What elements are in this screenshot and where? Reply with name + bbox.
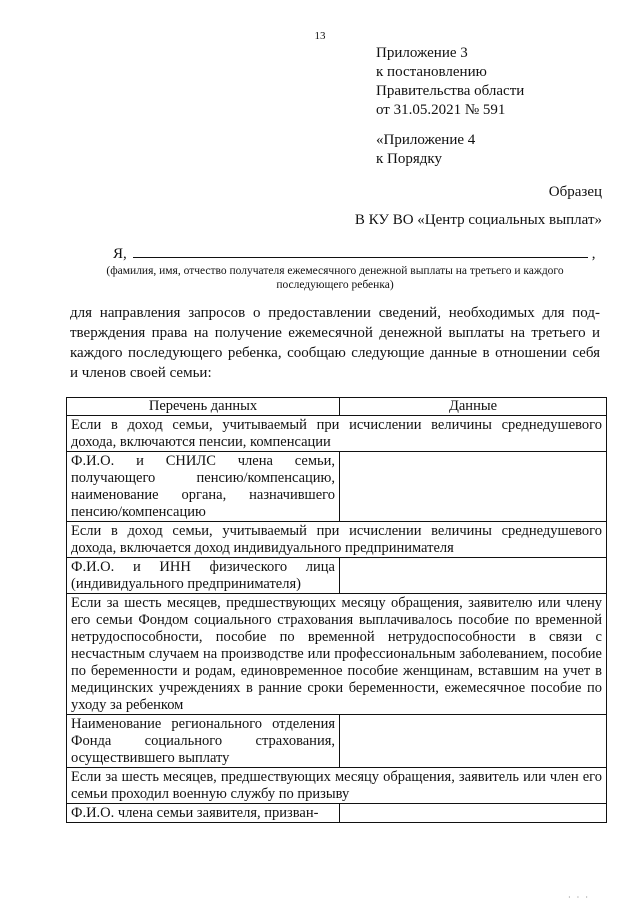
section-row-text: Если за шесть месяцев, предшествующих месяцу обращения, заявителю или члену его семьи Фондом социального страхования выплачивалось пособие по временной нетрудоспособности, пособие по временной нетрудоспособности в связи с несчастным случаем на производстве или профессиональным заболеванием, пособие по беременности и родам, единовременное пособие женщинам, вставшим на учет в медицинских учреждениях в ранние сроки беременности, ежемесячное пособие по уходу за ребенком: [67, 594, 607, 715]
header-data-list: Перечень данных: [67, 398, 340, 416]
appendix-inner-line: к Порядку: [376, 151, 442, 167]
caption-line: последующего ребенка): [276, 279, 394, 291]
ya-tail: ,: [591, 246, 596, 262]
table-header-row: [67, 398, 607, 416]
intro-line: для направления запросов о предоставлении сведений, необходимых для под-: [70, 305, 600, 321]
row-label: Наименование регионального отделения Фонда социального страхования, осуществившего выплату: [67, 715, 340, 768]
section-row-text: Если в доход семьи, учитываемый при исчислении величины среднедушевого дохода, включаются пенсии, компенсации: [67, 416, 607, 452]
applicant-name-row: [113, 243, 596, 263]
table-row: [67, 715, 607, 768]
appendix-inner-block: [376, 131, 475, 169]
table-row: [67, 804, 607, 823]
appendix-line: от 31.05.2021 № 591: [376, 102, 506, 118]
table-row: [67, 558, 607, 594]
intro-line: каждого последующего ребенка, сообщаю следующие данные в отношении себя: [70, 345, 600, 361]
page-number: 13: [314, 30, 326, 42]
intro-line: и членов своей семьи:: [70, 365, 212, 381]
row-label: Ф.И.О. члена семьи заявителя, призван-: [67, 804, 340, 823]
table-row: [67, 452, 607, 522]
field-caption: [70, 264, 600, 292]
section-row-text: Если за шесть месяцев, предшествующих месяцу обращения, заявитель или член его семьи проходил военную службу по призыву: [67, 768, 607, 804]
corner-mark: · · ·: [568, 893, 590, 902]
appendix-line: к постановлению: [376, 64, 487, 80]
row-data-cell[interactable]: [340, 804, 607, 823]
table-row: [67, 594, 607, 715]
table-row: [67, 768, 607, 804]
ya-label: Я,: [113, 246, 127, 262]
table-row: [67, 522, 607, 558]
intro-line: тверждения права на получение ежемесячной денежной выплаты на третьего и: [70, 325, 600, 341]
applicant-name-field[interactable]: [133, 243, 588, 258]
intro-paragraph: [70, 303, 600, 383]
header-data: Данные: [340, 398, 607, 416]
row-data-cell[interactable]: [340, 558, 607, 594]
appendix-inner-line: «Приложение 4: [376, 132, 476, 148]
appendix-line: Приложение 3: [376, 45, 468, 61]
addressee: В КУ ВО «Центр социальных выплат»: [354, 212, 602, 228]
section-row-text: Если в доход семьи, учитываемый при исчислении величины среднедушевого дохода, включается доход индивидуального предпринимателя: [67, 522, 607, 558]
caption-line: (фамилия, имя, отчество получателя ежемесячного денежной выплаты на третьего и каждого: [106, 265, 564, 277]
row-data-cell[interactable]: [340, 715, 607, 768]
row-label: Ф.И.О. и СНИЛС члена семьи, получающего пенсию/компенсацию, наименование органа, назначившего пенсию/компенсацию: [67, 452, 340, 522]
appendix-block: [376, 44, 524, 120]
data-table: [66, 397, 607, 823]
row-data-cell[interactable]: [340, 452, 607, 522]
sample-label: Образец: [548, 184, 602, 200]
table-row: [67, 416, 607, 452]
row-label: Ф.И.О. и ИНН физического лица (индивидуального предпринимателя): [67, 558, 340, 594]
appendix-line: Правительства области: [376, 83, 525, 99]
